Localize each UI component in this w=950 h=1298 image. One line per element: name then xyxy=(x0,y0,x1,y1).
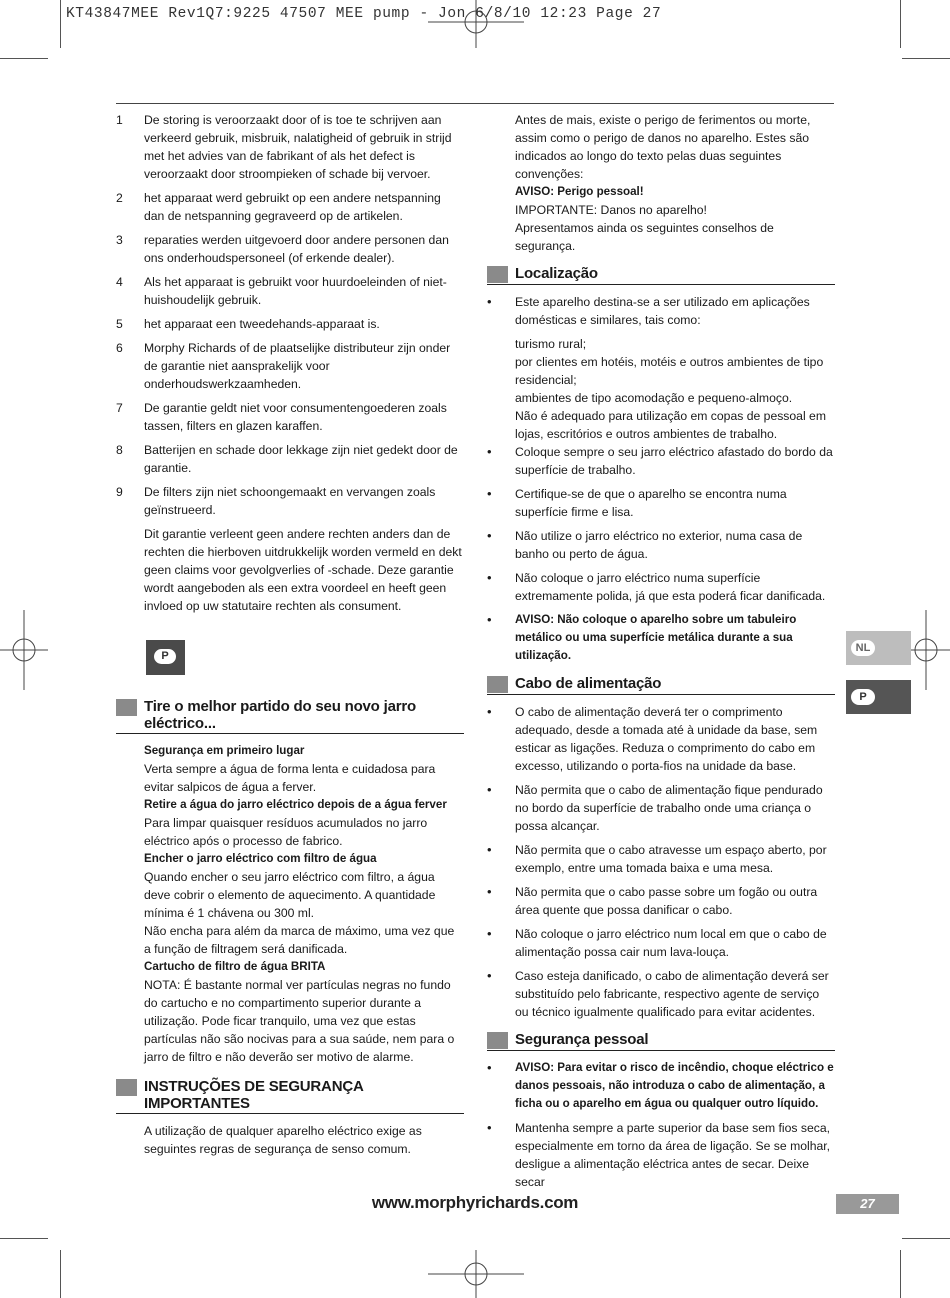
crop-mark xyxy=(902,58,950,59)
paragraph: Não encha para além da marca de máximo, uma vez que a função de filtragem será danificada. xyxy=(144,924,455,956)
section-title: INSTRUÇÕES DE SEGURANÇA IMPORTANTES xyxy=(144,1078,364,1112)
bullet-icon: • xyxy=(487,884,492,899)
item-text: De filters zijn niet schoongemaakt en vervangen zoals geïnstrueerd. xyxy=(144,485,436,517)
paragraph: A utilização de qualquer aparelho eléctrico exige as seguintes regras de segurança de senso comum. xyxy=(144,1124,422,1156)
tab-p[interactable] xyxy=(846,680,911,714)
registration-mark-icon xyxy=(428,0,524,48)
crop-mark xyxy=(902,1238,950,1239)
paragraph: Apresentamos ainda os seguintes conselhos de segurança. xyxy=(515,221,774,253)
section-heading xyxy=(487,265,835,285)
list-item xyxy=(116,339,464,393)
section-title: Cabo de alimentação xyxy=(515,675,662,692)
item-text: het apparaat werd gebruikt op een andere netspanning dan de netspanning gegraveerd op de artikelen. xyxy=(144,191,441,223)
language-badge xyxy=(146,640,185,675)
list-item xyxy=(116,273,464,309)
subheading: Retire a água do jarro eléctrico depois de a água ferver xyxy=(144,798,447,811)
list-item xyxy=(487,925,835,961)
bullet-icon: • xyxy=(487,704,492,719)
list-item xyxy=(487,703,835,775)
item-text: O cabo de alimentação deverá ter o comprimento adequado, desde a tomada até à unidade da base, sem esticar as ligações. Reduza o comprimento do cabo em excesso, utilizando o porta-fios na unidade da base. xyxy=(515,705,818,773)
list-item xyxy=(487,527,835,563)
paragraph: Para limpar quaisquer resíduos acumulados no jarro eléctrico após o processo de fabrico. xyxy=(144,816,428,848)
item-text: Não permita que o cabo atravesse um espaço aberto, por exemplo, entre uma tomada baixa e uma mesa. xyxy=(515,843,827,875)
list-item xyxy=(487,569,835,605)
crop-mark xyxy=(0,1238,48,1239)
bullet-icon: • xyxy=(487,968,492,983)
bullet-icon: • xyxy=(487,782,492,797)
heading-marker xyxy=(116,699,137,716)
item-text: Coloque sempre o seu jarro eléctrico afastado do bordo da superfície de trabalho. xyxy=(515,445,833,477)
item-text: Batterijen en schade door lekkage zijn niet gedekt door de garantie. xyxy=(144,443,458,475)
list-item xyxy=(487,841,835,877)
paragraph: por clientes em hotéis, motéis e outros ambientes de tipo residencial; xyxy=(515,355,824,387)
list-item xyxy=(487,611,835,665)
bullet-icon: • xyxy=(487,926,492,941)
bullet-icon: • xyxy=(487,570,492,585)
paragraph: Antes de mais, existe o perigo de ferimentos ou morte, assim como o perigo de danos no aparelho. Estes são indicados ao longo do texto pelas duas seguintes convenções: xyxy=(515,113,811,181)
heading-marker xyxy=(487,266,508,283)
item-text: Não coloque o jarro eléctrico numa superfície extremamente polida, já que esta poderá ficar danificada. xyxy=(515,571,826,603)
item-number: 4 xyxy=(116,275,123,289)
tab-label: P xyxy=(851,689,875,705)
list-item xyxy=(487,1059,835,1113)
warning-text: AVISO: Para evitar o risco de incêndio, choque eléctrico e danos pessoais, não introduza o cabo de alimentação, a ficha ou o aparelho em água ou qualquer outro líquido. xyxy=(515,1061,834,1110)
bullet-icon: • xyxy=(487,294,492,309)
print-slug: KT43847MEE Rev1Q7:9225 47507 MEE pump - Jon 6/8/10 12:23 Page 27 xyxy=(66,6,662,22)
list-item xyxy=(116,441,464,477)
crop-mark xyxy=(60,1250,61,1298)
registration-mark-icon xyxy=(428,1250,524,1298)
warning-text: AVISO: Perigo pessoal! xyxy=(515,185,644,198)
bullet-icon: • xyxy=(487,444,492,459)
item-number: 1 xyxy=(116,113,123,127)
crop-mark xyxy=(60,0,61,48)
list-item xyxy=(116,231,464,267)
item-number: 5 xyxy=(116,317,123,331)
list-item xyxy=(487,1119,835,1191)
section-heading xyxy=(116,698,464,734)
crop-mark xyxy=(0,58,48,59)
paragraph: Não é adequado para utilização em copas de pessoal em lojas, escritórios e outros ambientes de trabalho. xyxy=(515,409,826,441)
paragraph: ambientes de tipo acomodação e pequeno-almoço. xyxy=(515,391,793,405)
item-text: Als het apparaat is gebruikt voor huurdoeleinden of niet-huishoudelijk gebruik. xyxy=(144,275,447,307)
item-number: 9 xyxy=(116,485,123,499)
list-item xyxy=(116,483,464,519)
list-item xyxy=(487,883,835,919)
paragraph: turismo rural; xyxy=(515,337,587,351)
paragraph: Verta sempre a água de forma lenta e cuidadosa para evitar salpicos de água a ferver. xyxy=(144,762,436,794)
heading-marker xyxy=(116,1079,137,1096)
item-number: 8 xyxy=(116,443,123,457)
item-number: 2 xyxy=(116,191,123,205)
bullet-icon: • xyxy=(487,528,492,543)
item-text: De storing is veroorzaakt door of is toe te schrijven aan verkeerd gebruik, misbruik, nalatigheid of gebruik in strijd met het advies van de fabrikant of als het defect is veroorzaakt door stroompieken of schade bij vervoer. xyxy=(144,113,452,181)
item-text: reparaties werden uitgevoerd door andere personen dan ons onderhoudspersoneel (of erkende dealer). xyxy=(144,233,449,265)
subheading: Encher o jarro eléctrico com filtro de água xyxy=(144,852,377,865)
section-title: Tire o melhor partido do seu novo jarro eléctrico... xyxy=(144,698,416,732)
item-text: Este aparelho destina-se a ser utilizado em aplicações domésticas e similares, tais como: xyxy=(515,295,810,327)
top-rule xyxy=(116,103,834,104)
left-column-portuguese xyxy=(116,688,464,1158)
list-item xyxy=(116,189,464,225)
page-number: 27 xyxy=(836,1194,899,1214)
item-text: Não coloque o jarro eléctrico num local em que o cabo de alimentação possa cair num lava-louça. xyxy=(515,927,827,959)
item-number: 3 xyxy=(116,233,123,247)
item-text: De garantie geldt niet voor consumentengoederen zoals tassen, filters en glazen karaffen. xyxy=(144,401,447,433)
list-item xyxy=(487,293,835,329)
subheading: Cartucho de filtro de água BRITA xyxy=(144,960,326,973)
guarantee-note: Dit garantie verleent geen andere rechten anders dan de rechten die hierboven uitdrukkelijk worden vermeld en dekt geen claims voor gevolgverlies of -schade. Deze garantie wordt aangeboden als een extra voordeel en heeft geen invloed op uw statutaire rechten als consument. xyxy=(144,527,462,613)
section-title: Localização xyxy=(515,265,598,282)
bullet-icon: • xyxy=(487,1060,492,1075)
section-heading xyxy=(487,1031,835,1051)
crop-mark xyxy=(900,0,901,48)
section-title: Segurança pessoal xyxy=(515,1031,649,1048)
list-item xyxy=(487,485,835,521)
list-item xyxy=(487,781,835,835)
item-text: Morphy Richards of de plaatselijke distributeur zijn onder de garantie niet aansprakelijk voor onderhoudswerkzaamheden. xyxy=(144,341,451,391)
paragraph: Quando encher o seu jarro eléctrico com filtro, a água deve cobrir o elemento de aquecimento. A quantidade mínima é 1 chávena ou 300 ml. xyxy=(144,870,436,920)
item-text: Não permita que o cabo de alimentação fique pendurado no bordo da superfície de trabalho onde uma criança o possa alcançar. xyxy=(515,783,823,833)
bullet-icon: • xyxy=(487,842,492,857)
list-item xyxy=(116,399,464,435)
list-item xyxy=(487,967,835,1021)
subheading: Segurança em primeiro lugar xyxy=(144,744,305,757)
footer-url: www.morphyrichards.com xyxy=(371,1193,579,1212)
bullet-icon: • xyxy=(487,612,492,627)
language-badge-label: P xyxy=(154,649,176,664)
tab-label: NL xyxy=(851,640,875,656)
registration-mark-icon xyxy=(0,610,48,690)
bullet-icon: • xyxy=(487,486,492,501)
item-text: Mantenha sempre a parte superior da base sem fios seca, especialmente em torno da área de ligação. Se se molhar, desligue a alimentação eléctrica antes de secar. Deixe secar xyxy=(515,1121,831,1189)
section-heading xyxy=(487,675,835,695)
section-heading xyxy=(116,1078,464,1114)
item-text: Certifique-se de que o aparelho se encontra numa superfície firme e lisa. xyxy=(515,487,787,519)
crop-mark xyxy=(900,1250,901,1298)
bullet-icon: • xyxy=(487,1120,492,1135)
list-item xyxy=(116,315,464,333)
tab-nl[interactable] xyxy=(846,631,911,665)
heading-marker xyxy=(487,1032,508,1049)
item-text: Não utilize o jarro eléctrico no exterior, numa casa de banho ou perto de água. xyxy=(515,529,803,561)
heading-marker xyxy=(487,676,508,693)
item-text: het apparaat een tweedehands-apparaat is. xyxy=(144,317,380,331)
item-number: 7 xyxy=(116,401,123,415)
item-text: Não permita que o cabo passe sobre um fogão ou outra área quente que possa danificar o cabo. xyxy=(515,885,818,917)
warning-text: AVISO: Não coloque o aparelho sobre um tabuleiro metálico ou uma superfície metálica durante a sua utilização. xyxy=(515,613,797,662)
paragraph: IMPORTANTE: Danos no aparelho! xyxy=(515,203,707,217)
list-item xyxy=(116,111,464,183)
list-item xyxy=(487,443,835,479)
right-column xyxy=(487,111,835,1197)
item-number: 6 xyxy=(116,341,123,355)
item-text: Caso esteja danificado, o cabo de alimentação deverá ser substituído pelo fabricante, respectivo agente de serviço ou técnico igualmente qualificado para evitar acidentes. xyxy=(515,969,829,1019)
paragraph: NOTA: É bastante normal ver partículas negras no fundo do cartucho e no compartimento superior durante a utilização. Pode ficar tranquilo, uma vez que estas partículas não são nocivas para a sua saúde, nem para o jarro de filtro e não deverão ser motivo de alarme. xyxy=(144,978,455,1064)
